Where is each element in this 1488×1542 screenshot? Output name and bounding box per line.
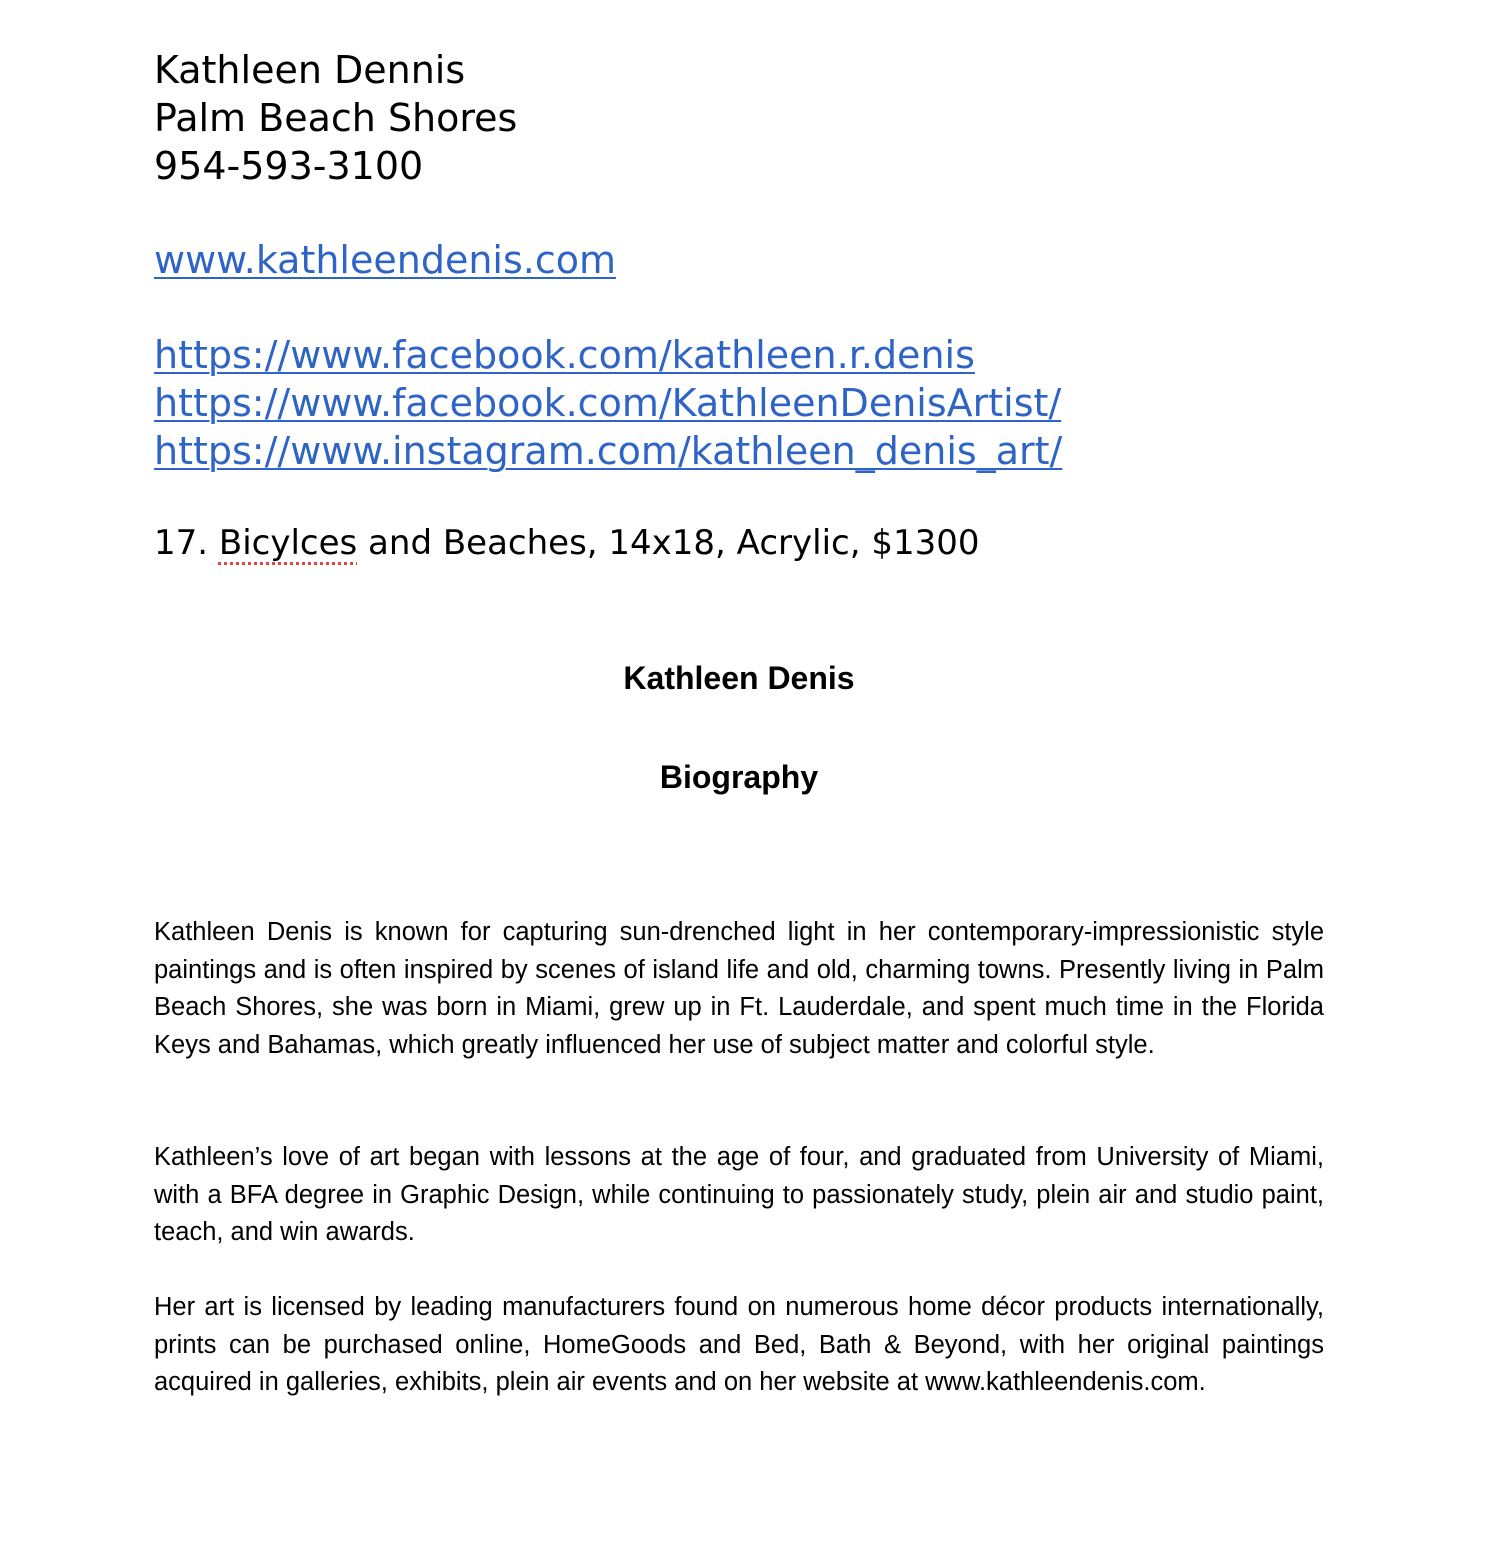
instagram-link[interactable]: https://www.instagram.com/kathleen_denis_art/	[154, 429, 1063, 473]
artwork-listing	[154, 519, 979, 567]
biography-paragraph-1: Kathleen Denis is known for capturing sun-drenched light in her contemporary-impressionistic style paintings and is often inspired by scenes of island life and old, charming towns. Presently living in Palm Beach Shores, she was born in Miami, grew up in Ft. Lauderdale, and spent much time in the Florida Keys and Bahamas, which greatly influenced her use of subject matter and colorful style.	[154, 918, 1324, 1059]
contact-block	[154, 46, 517, 190]
contact-location: Palm Beach Shores	[154, 96, 518, 140]
biography-heading: Biography	[659, 759, 819, 795]
artwork-details: and Beaches, 14x18, Acrylic, $1300	[357, 523, 980, 563]
artwork-number: 17.	[154, 523, 219, 563]
facebook-personal-link[interactable]: https://www.facebook.com/kathleen.r.denis	[154, 333, 975, 377]
contact-name: Kathleen Dennis	[154, 48, 466, 92]
biography-paragraph-2: Kathleen’s love of art began with lessons at the age of four, and graduated from University of Miami, with a BFA degree in Graphic Design, while continuing to passionately study, plein air and studio paint, teach, and win awards.	[154, 1143, 1324, 1246]
facebook-artist-link[interactable]: https://www.facebook.com/KathleenDenisArtist/	[154, 381, 1062, 425]
website-block	[154, 236, 616, 284]
social-links	[154, 331, 1062, 475]
artwork-title-misspelled-word[interactable]: Bicylces	[218, 523, 358, 563]
biography-paragraph-3: Her art is licensed by leading manufacturers found on numerous home décor products internationally, prints can be purchased online, HomeGoods and Bed, Bath & Beyond, with her original paintings acquired in galleries, exhibits, plein air events and on her website at www.kathleendenis.com.	[154, 1293, 1324, 1396]
website-link[interactable]: www.kathleendenis.com	[154, 238, 617, 282]
artist-name-heading: Kathleen Denis	[623, 660, 855, 696]
contact-phone: 954-593-3100	[154, 144, 424, 188]
